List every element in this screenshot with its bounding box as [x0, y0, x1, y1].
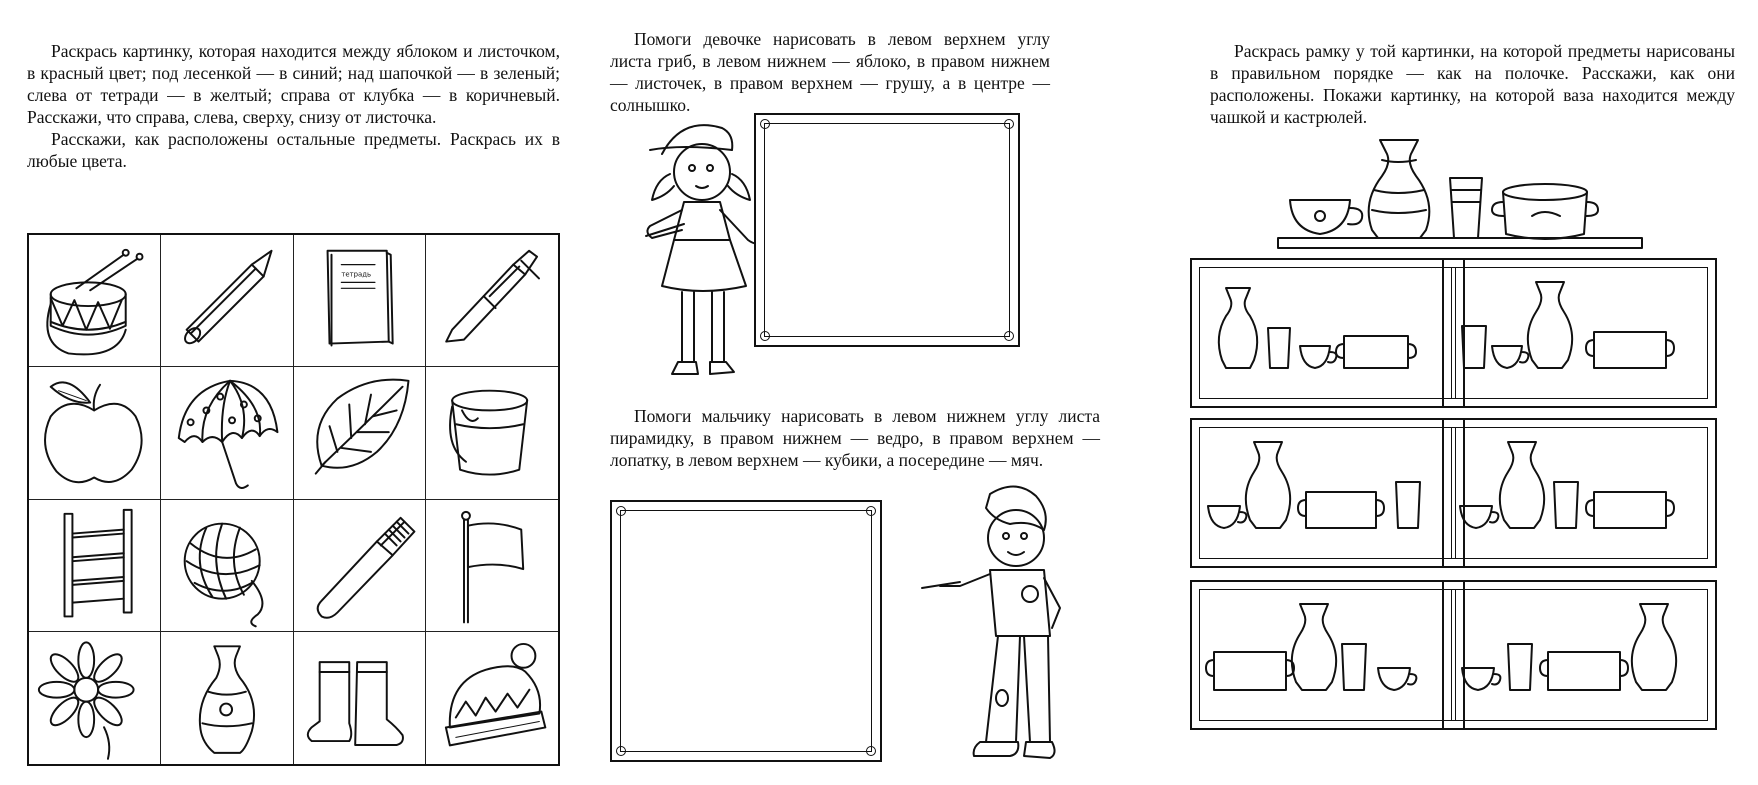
left-task-text: [27, 40, 560, 172]
shelf-option-4[interactable]: [1442, 418, 1717, 568]
grid-cell-boots[interactable]: [294, 632, 426, 764]
glass-icon: [1462, 326, 1486, 368]
notebook-icon: [294, 235, 425, 366]
glass-icon: [1554, 482, 1578, 528]
flower-icon: [29, 632, 160, 764]
glass-icon: [1342, 644, 1366, 690]
reference-shelf-board: [1278, 238, 1642, 248]
board-pin: [616, 506, 626, 516]
ladder-icon: [29, 500, 160, 631]
board-pin: [760, 119, 770, 129]
boots-icon: [294, 632, 425, 764]
pot-icon: [1206, 652, 1294, 690]
left-column: [0, 0, 580, 785]
reference-pot-icon: [1492, 184, 1598, 239]
board-pin: [1004, 119, 1014, 129]
shelf-option-5[interactable]: [1190, 580, 1465, 730]
grid-cell-knit-hat[interactable]: [426, 632, 558, 764]
board-pin: [866, 746, 876, 756]
shelf-option-1[interactable]: [1190, 258, 1465, 408]
umbrella-icon: [161, 367, 292, 498]
board-pin: [616, 746, 626, 756]
yarn-ball-icon: [161, 500, 292, 631]
glass-icon: [1268, 328, 1290, 368]
comb-icon: [294, 500, 425, 631]
grid-cell-notebook[interactable]: [294, 235, 426, 367]
picture-grid: [27, 233, 560, 766]
grid-cell-flag[interactable]: [426, 500, 558, 632]
vase-icon: [1500, 442, 1544, 528]
shelf-option-2[interactable]: [1442, 258, 1717, 408]
apple-icon: [29, 367, 160, 498]
grid-cell-umbrella[interactable]: [161, 367, 293, 499]
board-pin: [1004, 331, 1014, 341]
vase-icon: [1292, 604, 1336, 690]
left-task-paragraph-2: Расскажи, как расположены остальные предметы. Раскрась их в любые цвета.: [27, 129, 560, 171]
bucket-icon: [426, 367, 558, 498]
left-task-paragraph-1: Раскрась картинку, которая находится между яблоком и листочком, в красный цвет; под лесенкой — в синий; над шапочкой — в зеленый; слева от тетради — в желтый; справа от клубка — в коричневый. Расскажи, что справа, слева, сверху, снизу от листочка.: [27, 41, 560, 127]
cup-icon: [1462, 668, 1500, 690]
girl-drawing-board[interactable]: [754, 113, 1020, 347]
pot-icon: [1298, 492, 1384, 528]
reference-vase-icon: [1369, 140, 1430, 238]
pencil-icon: [161, 235, 292, 366]
task-shelf-text: Раскрась рамку у той картинки, на которой предметы нарисованы в правильном порядке — как на полочке. Расскажи, как они расположены. Покажи картинку, на которой ваза находится между чашкой и кастрюлей.: [1210, 41, 1735, 127]
grid-cell-ladder[interactable]: [29, 500, 161, 632]
cup-icon: [1208, 506, 1246, 528]
leaf-icon: [294, 367, 425, 498]
knit-hat-icon: [426, 632, 558, 764]
flag-icon: [426, 500, 558, 631]
vase-icon: [1246, 442, 1290, 528]
pot-icon: [1540, 652, 1628, 690]
grid-cell-yarn-ball[interactable]: [161, 500, 293, 632]
cup-icon: [1492, 346, 1528, 368]
boy-illustration: [920, 478, 1090, 778]
reference-cup-icon: [1290, 200, 1362, 234]
cup-icon: [1378, 668, 1416, 690]
cup-icon: [1460, 506, 1498, 528]
boy-drawing-board[interactable]: [610, 500, 882, 762]
grid-cell-leaf[interactable]: [294, 367, 426, 499]
shelf-option-3[interactable]: [1190, 418, 1465, 568]
vase-icon: [1632, 604, 1676, 690]
pot-icon: [1586, 492, 1674, 528]
middle-column: [580, 0, 1180, 785]
pen-icon: [426, 235, 558, 366]
grid-cell-vase[interactable]: [161, 632, 293, 764]
right-column: [1180, 0, 1758, 785]
vase-icon: [161, 632, 292, 764]
board-pin: [866, 506, 876, 516]
pot-icon: [1336, 336, 1416, 368]
glass-icon: [1508, 644, 1532, 690]
grid-cell-flower[interactable]: [29, 632, 161, 764]
glass-icon: [1396, 482, 1420, 528]
reference-glass-icon: [1450, 178, 1482, 238]
grid-cell-apple[interactable]: [29, 367, 161, 499]
drum-icon: [29, 235, 160, 366]
vase-icon: [1528, 282, 1572, 368]
task-boy-text: Помоги мальчику нарисовать в левом нижнем углу листа пирамидку, в правом нижнем — ведро, в правом верхнем — лопатку, в левом верхнем — кубики, а посередине — мяч.: [610, 406, 1100, 470]
pot-icon: [1586, 332, 1674, 368]
board-pin: [760, 331, 770, 341]
notebook-cover-label: тетрадь: [340, 270, 371, 279]
grid-cell-comb[interactable]: [294, 500, 426, 632]
shelf-option-6[interactable]: [1442, 580, 1717, 730]
grid-cell-bucket[interactable]: [426, 367, 558, 499]
grid-cell-pencil[interactable]: [161, 235, 293, 367]
task-girl-text: Помоги девочке нарисовать в левом верхнем углу листа гриб, в левом нижнем — яблоко, в правом нижнем — листочек, в правом верхнем — грушу, а в центре — солнышко.: [610, 29, 1050, 115]
grid-cell-pen[interactable]: [426, 235, 558, 367]
vase-icon: [1219, 288, 1257, 368]
cup-icon: [1300, 346, 1336, 368]
grid-cell-drum[interactable]: [29, 235, 161, 367]
